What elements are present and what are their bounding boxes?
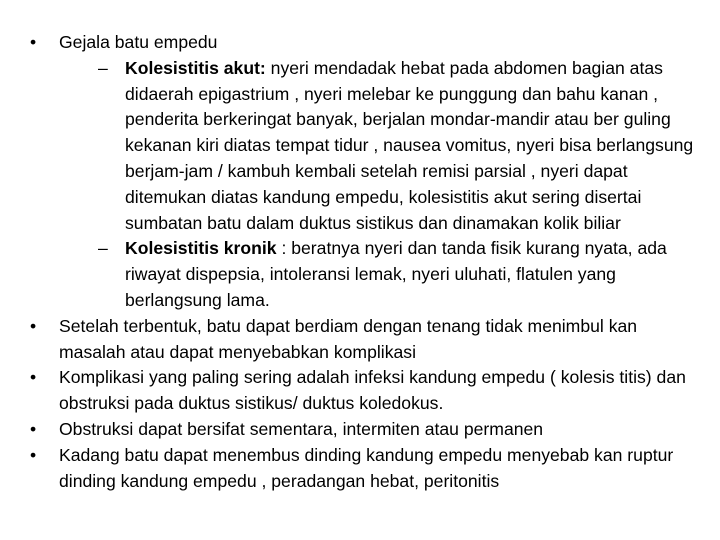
dash-marker-icon: – [98, 57, 108, 78]
bullet-text: Kadang batu dapat menembus dinding kandung empedu menyebab kan ruptur dinding kandung empedu , peradangan hebat, peritonitis [59, 444, 674, 491]
sub-bullet-text: nyeri mendadak hebat pada abdomen bagian atas didaerah epigastrium , nyeri melebar ke punggung dan bahu kanan , penderita berkeringat banyak, berjalan mondar-mandir atau ber guling kekanan kiri diatas tempat tidur , nausea vomitus, nyeri bisa berlangsung berjam-jam / kambuh kembali setelah remisi parsial , nyeri dapat ditemukan diatas kandung empedu, kolesistitis akut sering disertai sumbatan batu dalam duktus sistikus dan dinamakan kolik biliar [125, 57, 694, 233]
term-kolesistitis-kronik: Kolesistitis kronik [125, 238, 277, 259]
bullet-item-gejala [30, 30, 700, 314]
sub-bullet-list [59, 56, 700, 314]
bullet-marker-icon: • [30, 444, 37, 465]
bullet-item-kadang-batu [30, 443, 700, 495]
sub-bullet-text: : beratnya nyeri dan tanda fisik kurang nyata, ada riwayat dispepsia, intoleransi lemak, nyeri uluhati, flatulen yang berlangsung lama. [125, 238, 667, 310]
bullet-list [30, 30, 700, 494]
sub-bullet-item-kolesistitis-akut [59, 56, 700, 237]
bullet-text: Komplikasi yang paling sering adalah infeksi kandung empedu ( kolesis titis) dan obstruksi pada duktus sistikus/ duktus koledokus. [59, 367, 686, 414]
bullet-item-komplikasi [30, 365, 700, 417]
bullet-marker-icon: • [30, 367, 37, 388]
dash-marker-icon: – [98, 238, 108, 259]
term-kolesistitis-akut: Kolesistitis akut: [125, 57, 266, 78]
bullet-text: Setelah terbentuk, batu dapat berdiam dengan tenang tidak menimbul kan masalah atau dapat menyebabkan komplikasi [59, 315, 638, 362]
bullet-item-setelah-terbentuk [30, 314, 700, 366]
bullet-item-obstruksi [30, 417, 700, 443]
bullet-text: Obstruksi dapat bersifat sementara, intermiten atau permanen [59, 418, 544, 439]
sub-bullet-item-kolesistitis-kronik [59, 236, 700, 313]
bullet-marker-icon: • [30, 315, 37, 336]
bullet-text: Gejala batu empedu [59, 32, 218, 52]
bullet-marker-icon: • [30, 418, 37, 439]
bullet-marker-icon: • [30, 32, 37, 52]
